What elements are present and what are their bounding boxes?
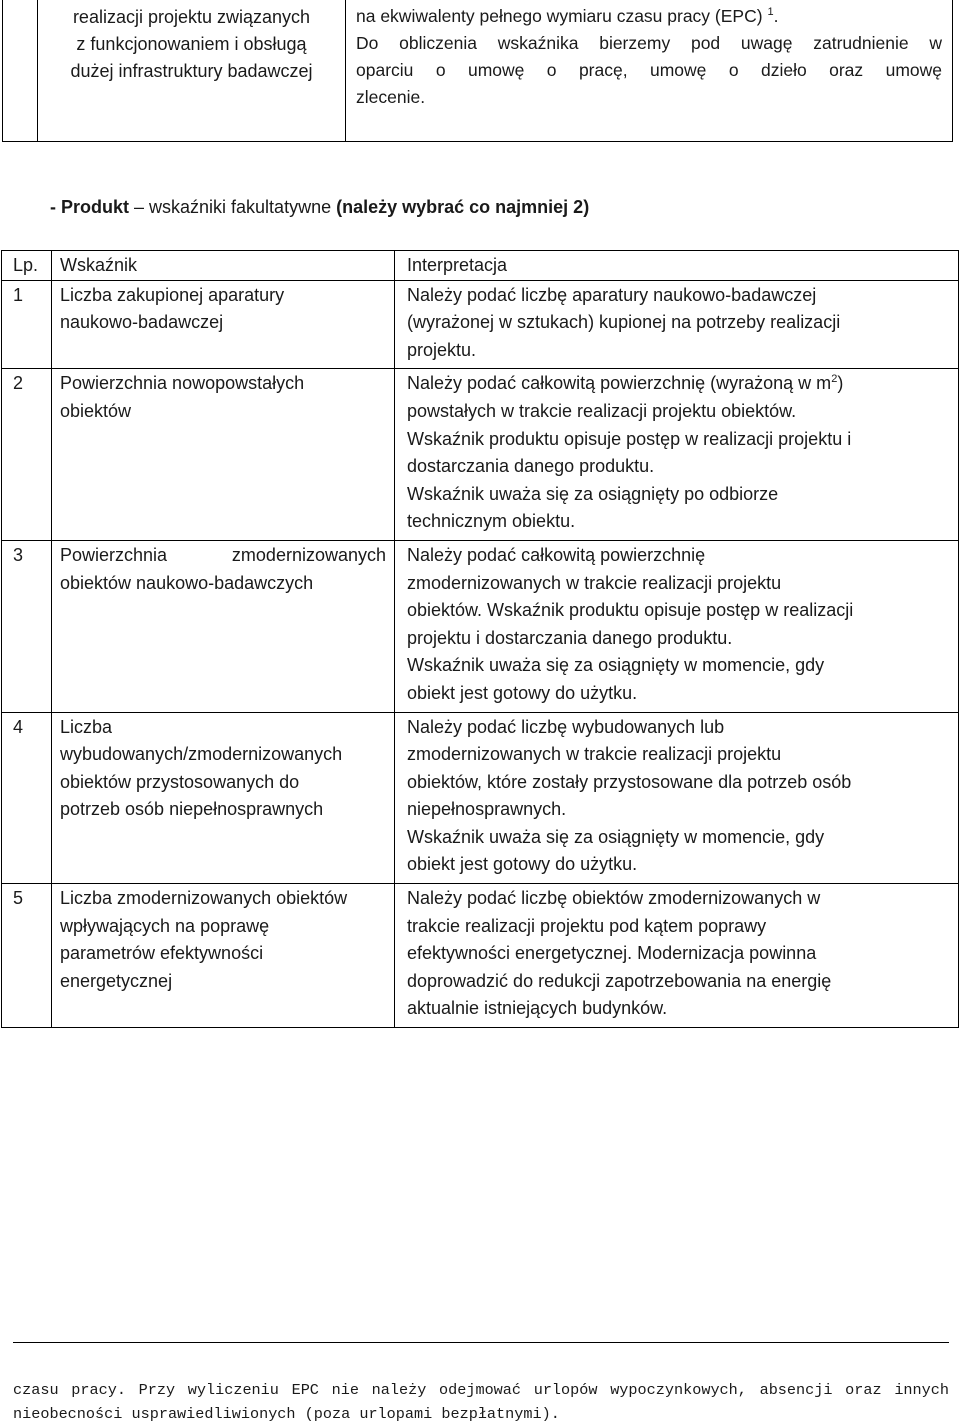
table-row (2, 540, 959, 712)
row-number: 5 (2, 884, 52, 1028)
interpretation-line: zlecenie. (356, 87, 426, 107)
indicators-table (1, 250, 959, 1028)
table-header-row (2, 251, 959, 281)
header-interpretation: Interpretacja (395, 251, 959, 281)
indicator-name: Powierzchnia zmodernizowanych obiektów naukowo-badawczych (52, 540, 395, 712)
indicator-interpretation: Należy podać całkowitą powierzchnię zmodernizowanych w trakcie realizacji projektu obiektów. Wskaźnik produktu opisuje postęp w realizacji projektu i dostarczania danego produktu. Wskaźnik uważa się za osiągnięty w momencie, gdy obiekt jest gotowy do użytku. (395, 540, 959, 712)
indicator-interpretation: Należy podać całkowitą powierzchnię (wyrażoną w $m^2$) powstałych w trakcie realizacji projektu obiektów. Wskaźnik produktu opisuje postęp w realizacji projektu i dostarczania danego produktu. Wskaźnik uważa się za osiągnięty po odbiorze technicznym obiektu. (395, 369, 959, 541)
footnote-line: czasu pracy. Przy wyliczeniu EPC nie należy odejmować urlopów wypoczynkowych, absencji oraz innych (13, 1381, 949, 1399)
row-number: 3 (2, 540, 52, 712)
interpretation-line: oparciu o umowę o pracę, umowę o dzieło oraz umowę (356, 60, 942, 80)
row-number: 4 (2, 712, 52, 884)
indicator-name: Liczba zakupionej aparatury naukowo-badawczej (52, 280, 395, 369)
table-row (2, 712, 959, 884)
footnote-ref[interactable]: 1 (767, 6, 774, 18)
footnote-line: nieobecności usprawiedliwionych (poza urlopami bezpłatnymi). (13, 1405, 560, 1423)
interpretation-line: na ekwiwalenty pełnego wymiaru czasu pracy (EPC) $^1$. (356, 6, 779, 26)
previous-indicator-table (2, 0, 953, 142)
header-indicator: Wskaźnik (52, 251, 395, 281)
table-row (2, 369, 959, 541)
indicator-interpretation: Należy podać liczbę wybudowanych lub zmodernizowanych w trakcie realizacji projektu obiektów, które zostały przystosowane dla potrzeb osób niepełnosprawnych. Wskaźnik uważa się za osiągnięty w momencie, gdy obiekt jest gotowy do użytku. (395, 712, 959, 884)
table-row (2, 280, 959, 369)
interpretation-line: Do obliczenia wskaźnika bierzemy pod uwagę zatrudnienie w (356, 33, 942, 53)
indicator-name: Liczba zmodernizowanych obiektów wpływających na poprawę parametrów efektywności energetycznej (52, 884, 395, 1028)
interpretation-cell (346, 0, 953, 142)
row-number: 1 (2, 280, 52, 369)
table-row (2, 884, 959, 1028)
footnote (13, 1378, 949, 1426)
footnote-divider (13, 1342, 949, 1343)
indicator-name: Liczba wybudowanych/zmodernizowanych obiektów przystosowanych do potrzeb osób niepełnosprawnych (52, 712, 395, 884)
row-number: 2 (2, 369, 52, 541)
lp-cell (3, 0, 38, 142)
indicator-line: dużej infrastruktury badawczej (70, 61, 313, 81)
indicator-line: z funkcjonowaniem i obsługą (76, 34, 307, 54)
section-heading: - Produkt – wskaźniki fakultatywne (należy wybrać co najmniej 2) (50, 197, 590, 217)
indicator-interpretation: Należy podać liczbę aparatury naukowo-badawczej (wyrażonej w sztukach) kupionej na potrzeby realizacji projektu. (395, 280, 959, 369)
superscript: 2 (831, 373, 838, 386)
indicator-line: realizacji projektu związanych (72, 7, 311, 27)
header-lp: Lp. (2, 251, 52, 281)
indicator-interpretation: Należy podać liczbę obiektów zmodernizowanych w trakcie realizacji projektu pod kątem poprawy efektywności energetycznej. Modernizacja powinna doprowadzić do redukcji zapotrzebowania na energię aktualnie istniejących budynków. (395, 884, 959, 1028)
indicator-cell (38, 0, 346, 142)
table-row (3, 0, 953, 142)
indicator-name: Powierzchnia nowopowstałych obiektów (52, 369, 395, 541)
